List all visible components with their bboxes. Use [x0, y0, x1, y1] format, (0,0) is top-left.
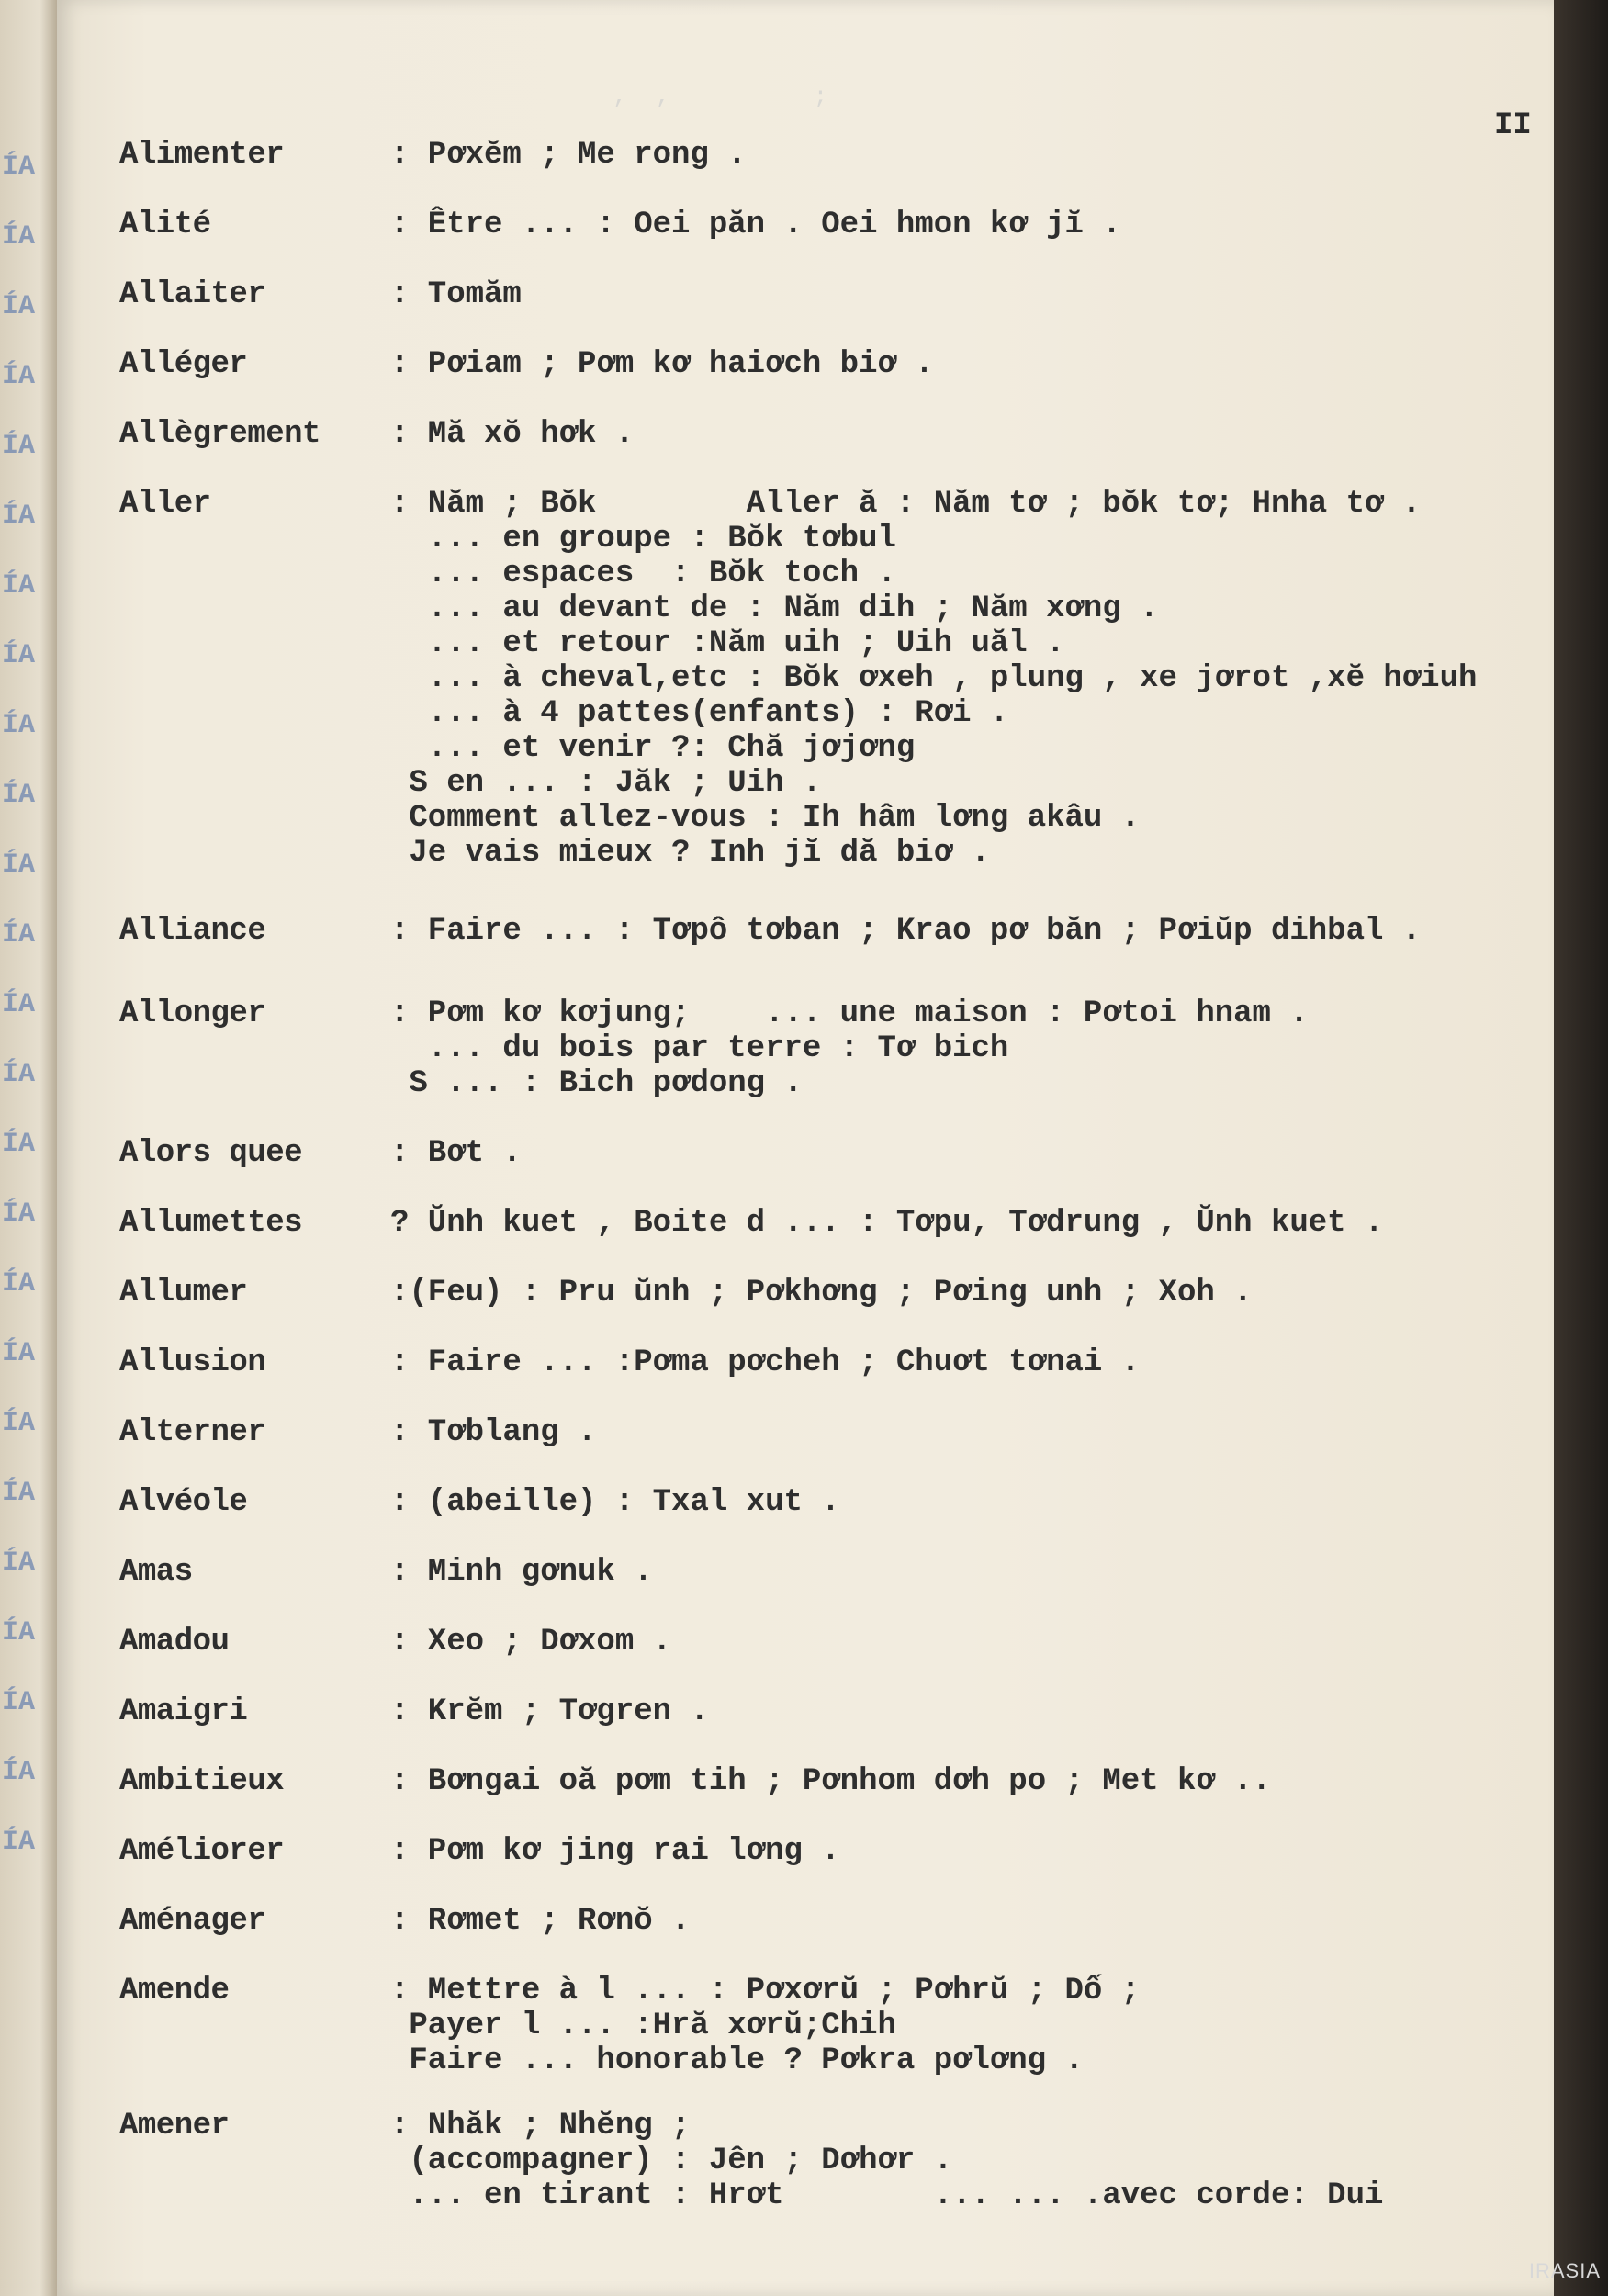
entry-definition	[390, 1834, 840, 1869]
entry-definition	[390, 1345, 1140, 1380]
entry-definition	[390, 1974, 1140, 2078]
prev-page-mark: ÍA	[2, 1338, 36, 1369]
entry-definition	[390, 1136, 522, 1171]
entry-definition	[390, 1904, 690, 1939]
prev-page-mark: ÍA	[2, 1478, 36, 1509]
prev-page-mark: ÍA	[2, 291, 36, 322]
definition-line: : Xeo ; Dơxom .	[390, 1625, 672, 1660]
definition-line: Comment allez-vous : Ih hâm lơng akâu .	[390, 801, 1141, 836]
definition-line: : Pơm kơ kơjung; ... une maison : Pơtoi hnam .	[390, 996, 1309, 1031]
entry-headword: Amende	[119, 1974, 230, 2009]
entry-headword: Allaiter	[119, 277, 266, 312]
entry-headword: Améliorer	[119, 1834, 285, 1869]
definition-line: : Tơblang .	[390, 1415, 597, 1450]
entry-headword: Allonger	[119, 996, 266, 1031]
watermark: IRASIA	[1528, 2259, 1601, 2282]
bleed-through-text: , , ;	[369, 83, 1057, 110]
definition-line: : Pơxĕm ; Me rong .	[390, 138, 747, 173]
definition-line: ... en tirant : Hrơt ... ... .avec corde: Dui	[390, 2178, 1384, 2213]
entry-definition	[390, 1485, 840, 1520]
entry-headword: Ambitieux	[119, 1764, 285, 1799]
entry-definition	[390, 487, 1477, 871]
entry-definition	[390, 1694, 709, 1729]
prev-page-mark: ÍA	[2, 780, 36, 811]
prev-page-mark: ÍA	[2, 640, 36, 671]
prev-page-mark: ÍA	[2, 1548, 36, 1579]
entry-definition	[390, 347, 934, 382]
prev-page-mark: ÍA	[2, 1408, 36, 1439]
definition-line: : Pơiam ; Pơm kơ haiơch biơ .	[390, 347, 934, 382]
definition-line: : Faire ... :Pơma pơcheh ; Chuơt tơnai .	[390, 1345, 1141, 1380]
entry-headword: Amas	[119, 1555, 193, 1590]
prev-page-mark: ÍA	[2, 1617, 36, 1649]
prev-page-mark: ÍA	[2, 1757, 36, 1788]
entry-definition	[390, 914, 1421, 949]
definition-line: : Mă xŏ hơk .	[390, 417, 635, 452]
entry-headword: Alterner	[119, 1415, 266, 1450]
definition-line: ... à cheval,etc : Bŏk ơxeh , plung , xe jơrot ,xĕ hơiuh	[390, 661, 1478, 696]
page-number: II	[1494, 108, 1532, 143]
prev-page-mark: ÍA	[2, 152, 36, 183]
entry-headword: Alité	[119, 208, 211, 242]
prev-page-mark: ÍA	[2, 1199, 36, 1230]
entry-headword: Alors quee	[119, 1136, 303, 1171]
prev-page-mark: ÍA	[2, 1268, 36, 1300]
entry-headword: Amaigri	[119, 1694, 248, 1729]
entry-headword: Alvéole	[119, 1485, 248, 1520]
definition-line: : Krĕm ; Tơgren .	[390, 1694, 709, 1729]
prev-page-mark: ÍA	[2, 1059, 36, 1090]
definition-line: : Nhăk ; Nhĕng ;	[390, 2109, 691, 2144]
entry-headword: Alliance	[119, 914, 266, 949]
entry-headword: Alléger	[119, 347, 248, 382]
prev-page-mark: ÍA	[2, 1129, 36, 1160]
entry-definition	[390, 1625, 671, 1660]
entry-definition	[390, 1276, 1253, 1311]
definition-line: Payer l ... :Hră xơrŭ;Chih	[390, 2009, 896, 2043]
entry-definition	[390, 277, 522, 312]
definition-line: : Minh gơnuk .	[390, 1555, 653, 1590]
entry-definition	[390, 1206, 1383, 1241]
definition-line: ... au devant de : Năm dih ; Năm xơng .	[390, 591, 1159, 626]
definition-line: (accompagner) : Jên ; Dơhơr .	[390, 2144, 953, 2178]
entry-definition	[390, 2109, 1383, 2213]
definition-line: ... du bois par terre : Tơ bich	[390, 1031, 1009, 1066]
definition-line: : (abeille) : Txal xut .	[390, 1485, 840, 1520]
definition-line: ... à 4 pattes(enfants) : Rơi .	[390, 696, 1009, 731]
entry-headword: Allègrement	[119, 417, 320, 452]
prev-page-mark: ÍA	[2, 710, 36, 741]
entry-definition	[390, 417, 634, 452]
definition-line: Je vais mieux ? Inh jĭ dă biơ .	[390, 836, 990, 871]
definition-line: : Rơmet ; Rơnŏ .	[390, 1904, 691, 1939]
definition-line: : Bơt .	[390, 1136, 522, 1171]
definition-line: ... espaces : Bŏk toch .	[390, 557, 896, 591]
entry-headword: Allusion	[119, 1345, 266, 1380]
definition-line: : Mettre à l ... : Pơxơrŭ ; Pơhrŭ ; Dố ;	[390, 1974, 1141, 2009]
definition-line: ... et venir ?: Chă jơjơng	[390, 731, 916, 766]
entry-definition	[390, 138, 747, 173]
entry-definition	[390, 1764, 1271, 1799]
prev-page-mark: ÍA	[2, 919, 36, 951]
entry-headword: Amadou	[119, 1625, 230, 1660]
prev-page-mark: ÍA	[2, 501, 36, 532]
entry-definition	[390, 996, 1309, 1101]
definition-line: : Tomăm	[390, 277, 522, 312]
entry-headword: Allumer	[119, 1276, 248, 1311]
prev-page-mark: ÍA	[2, 221, 36, 253]
definition-line: : Bơngai oă pơm tih ; Pơnhom dơh po ; Met kơ ..	[390, 1764, 1271, 1799]
document-page	[57, 0, 1554, 2296]
entry-headword: Aménager	[119, 1904, 266, 1939]
definition-line: : Être ... : Oei păn . Oei hmon kơ jĭ .	[390, 208, 1121, 242]
previous-page-edge	[0, 0, 57, 2296]
definition-line: Faire ... honorable ? Pơkra pơlơng .	[390, 2043, 1084, 2078]
definition-line: :(Feu) : Pru ŭnh ; Pơkhơng ; Pơing unh ; Xoh .	[390, 1276, 1253, 1311]
definition-line: : Faire ... : Tơpô tơban ; Krao pơ băn ; Pơiŭp dihbal .	[390, 914, 1422, 949]
definition-line: : Pơm kơ jing rai lơng .	[390, 1834, 840, 1869]
entry-headword: Allumettes	[119, 1206, 303, 1241]
definition-line: ? Ŭnh kuet , Boite d ... : Tơpu, Tơdrung , Ŭnh kuet .	[390, 1206, 1384, 1241]
prev-page-mark: ÍA	[2, 1687, 36, 1718]
definition-line: S ... : Bich pơdong .	[390, 1066, 803, 1101]
right-edge-shadow	[1554, 0, 1608, 2296]
prev-page-mark: ÍA	[2, 361, 36, 392]
definition-line: ... en groupe : Bŏk tơbul	[390, 522, 896, 557]
entry-definition	[390, 1555, 653, 1590]
definition-line: : Năm ; Bŏk Aller ă : Năm tơ ; bŏk tơ; Hnha tơ .	[390, 487, 1422, 522]
entry-headword: Alimenter	[119, 138, 285, 173]
prev-page-mark: ÍA	[2, 1827, 36, 1858]
definition-line: ... et retour :Năm uih ; Uih uăl .	[390, 626, 1065, 661]
prev-page-mark: ÍA	[2, 850, 36, 881]
entry-headword: Amener	[119, 2109, 230, 2144]
definition-line: S en ... : Jăk ; Uih .	[390, 766, 822, 801]
prev-page-mark: ÍA	[2, 570, 36, 602]
prev-page-mark: ÍA	[2, 431, 36, 462]
entry-definition	[390, 208, 1121, 242]
entry-definition	[390, 1415, 596, 1450]
entry-headword: Aller	[119, 487, 211, 522]
prev-page-mark: ÍA	[2, 989, 36, 1020]
